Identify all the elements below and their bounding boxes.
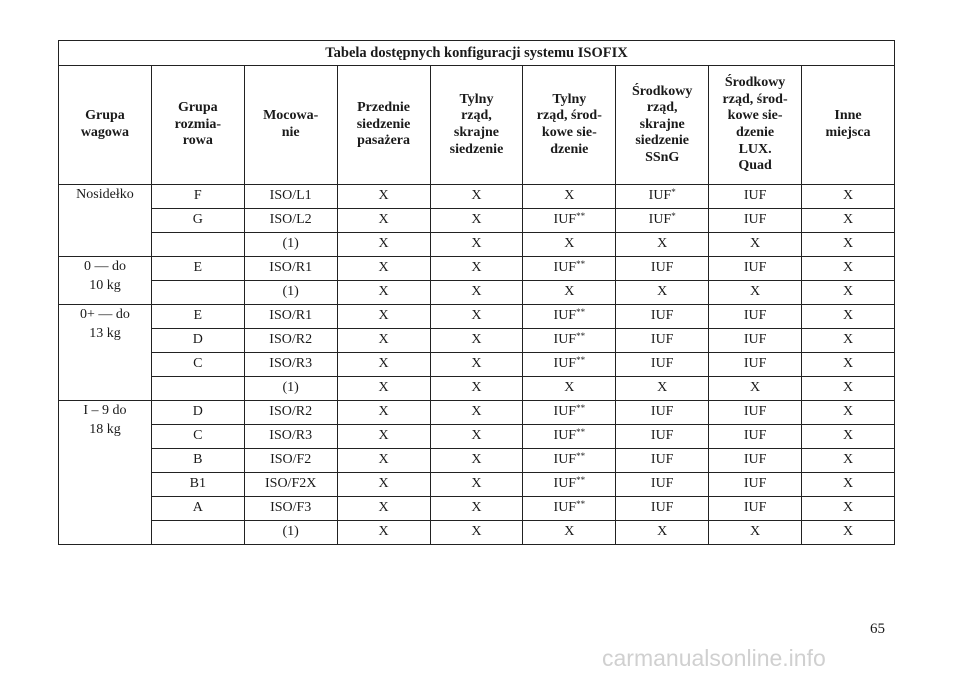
table-cell: X bbox=[337, 377, 430, 401]
table-cell: X bbox=[709, 281, 802, 305]
column-header: Mocowa- nie bbox=[244, 66, 337, 185]
table-cell: IUF bbox=[616, 473, 709, 497]
table-cell: X bbox=[430, 353, 523, 377]
table-cell: IUF** bbox=[523, 473, 616, 497]
table-cell: X bbox=[430, 209, 523, 233]
table-cell: X bbox=[802, 425, 895, 449]
column-header: Grupa wagowa bbox=[59, 66, 152, 185]
table-row bbox=[59, 377, 895, 401]
table-cell bbox=[151, 281, 244, 305]
table-cell: IUF** bbox=[523, 353, 616, 377]
table-row bbox=[59, 209, 895, 233]
table-cell: ISO/R1 bbox=[244, 257, 337, 281]
table-cell: X bbox=[802, 521, 895, 545]
table-cell: X bbox=[337, 449, 430, 473]
table-cell: X bbox=[802, 377, 895, 401]
table-cell: X bbox=[337, 185, 430, 209]
table-cell: X bbox=[802, 209, 895, 233]
table-cell: X bbox=[337, 497, 430, 521]
table-cell: IUF bbox=[709, 305, 802, 329]
table-cell: X bbox=[337, 257, 430, 281]
table-cell: C bbox=[151, 353, 244, 377]
table-row bbox=[59, 401, 895, 425]
table-cell: X bbox=[523, 185, 616, 209]
table-cell: X bbox=[616, 377, 709, 401]
column-header: Inne miejsca bbox=[802, 66, 895, 185]
weight-group-cell: 0 — do 10 kg bbox=[59, 257, 152, 305]
table-cell: ISO/L2 bbox=[244, 209, 337, 233]
table-cell: X bbox=[430, 257, 523, 281]
table-cell: X bbox=[430, 497, 523, 521]
table-cell: X bbox=[616, 233, 709, 257]
table-row bbox=[59, 329, 895, 353]
table-cell: X bbox=[523, 281, 616, 305]
table-cell: IUF bbox=[616, 329, 709, 353]
table-cell: X bbox=[430, 329, 523, 353]
watermark: carmanualsonline.info bbox=[602, 645, 826, 671]
table-row bbox=[59, 233, 895, 257]
table-cell: X bbox=[337, 233, 430, 257]
table-cell: X bbox=[802, 257, 895, 281]
table-cell: X bbox=[337, 401, 430, 425]
table-cell: IUF bbox=[616, 305, 709, 329]
table-cell: X bbox=[616, 521, 709, 545]
table-cell: D bbox=[151, 401, 244, 425]
table-title: Tabela dostępnych konfiguracji systemu ISOFIX bbox=[59, 41, 895, 66]
table-cell: X bbox=[523, 233, 616, 257]
table-cell: F bbox=[151, 185, 244, 209]
table-cell: G bbox=[151, 209, 244, 233]
table-cell: X bbox=[430, 401, 523, 425]
table-cell: (1) bbox=[244, 377, 337, 401]
table-cell: ISO/R3 bbox=[244, 425, 337, 449]
column-header-row bbox=[59, 66, 895, 185]
table-cell: ISO/R2 bbox=[244, 329, 337, 353]
table-cell: X bbox=[802, 305, 895, 329]
table-cell: IUF bbox=[709, 473, 802, 497]
table-cell: IUF bbox=[709, 401, 802, 425]
table-cell: X bbox=[430, 449, 523, 473]
column-header: Przednie siedzenie pasażera bbox=[337, 66, 430, 185]
table-cell bbox=[151, 233, 244, 257]
table-cell: D bbox=[151, 329, 244, 353]
table-cell: X bbox=[802, 497, 895, 521]
table-cell: X bbox=[802, 329, 895, 353]
table-cell: X bbox=[430, 185, 523, 209]
table-row bbox=[59, 353, 895, 377]
column-header: Tylny rząd, skrajne siedzenie bbox=[430, 66, 523, 185]
table-cell: X bbox=[616, 281, 709, 305]
table-cell: IUF bbox=[616, 449, 709, 473]
column-header: Grupa rozmia- rowa bbox=[151, 66, 244, 185]
table-cell: IUF* bbox=[616, 185, 709, 209]
table-cell: X bbox=[802, 185, 895, 209]
table-row bbox=[59, 497, 895, 521]
table-cell: IUF** bbox=[523, 401, 616, 425]
table-cell: X bbox=[802, 449, 895, 473]
table-cell: X bbox=[430, 233, 523, 257]
table-cell: ISO/R3 bbox=[244, 353, 337, 377]
table-cell: (1) bbox=[244, 281, 337, 305]
table-cell: X bbox=[337, 305, 430, 329]
table-cell: X bbox=[430, 521, 523, 545]
table-cell: X bbox=[337, 209, 430, 233]
table-cell: IUF** bbox=[523, 497, 616, 521]
table-cell: X bbox=[709, 521, 802, 545]
table-cell: IUF** bbox=[523, 329, 616, 353]
table-cell: X bbox=[337, 521, 430, 545]
table-cell: IUF** bbox=[523, 209, 616, 233]
table-cell: X bbox=[337, 425, 430, 449]
table-cell: IUF bbox=[709, 185, 802, 209]
table-cell: X bbox=[430, 281, 523, 305]
table-cell: ISO/L1 bbox=[244, 185, 337, 209]
table-cell: IUF bbox=[616, 497, 709, 521]
table-cell bbox=[151, 521, 244, 545]
table-row bbox=[59, 473, 895, 497]
table-cell: X bbox=[802, 233, 895, 257]
table-cell: X bbox=[337, 329, 430, 353]
table-cell: X bbox=[802, 473, 895, 497]
table-cell: (1) bbox=[244, 521, 337, 545]
table-cell: X bbox=[709, 377, 802, 401]
table-cell: IUF bbox=[616, 257, 709, 281]
column-header: Środkowy rząd, skrajne siedzenie SSnG bbox=[616, 66, 709, 185]
table-cell: X bbox=[709, 233, 802, 257]
table-row bbox=[59, 521, 895, 545]
table-cell: C bbox=[151, 425, 244, 449]
table-cell: IUF bbox=[709, 449, 802, 473]
table-cell: X bbox=[802, 353, 895, 377]
weight-group-cell: I – 9 do 18 kg bbox=[59, 401, 152, 545]
table-cell: X bbox=[430, 473, 523, 497]
table-cell: X bbox=[430, 425, 523, 449]
table-body bbox=[59, 185, 895, 545]
table-cell: IUF bbox=[709, 425, 802, 449]
table-cell: IUF** bbox=[523, 305, 616, 329]
table-cell: IUF bbox=[616, 353, 709, 377]
table-cell: B1 bbox=[151, 473, 244, 497]
table-cell: IUF bbox=[709, 353, 802, 377]
table-cell: ISO/F2X bbox=[244, 473, 337, 497]
table-cell: IUF bbox=[616, 425, 709, 449]
table-cell: IUF bbox=[709, 257, 802, 281]
table-cell: X bbox=[337, 473, 430, 497]
weight-group-cell: Nosidełko bbox=[59, 185, 152, 257]
table-cell: IUF bbox=[709, 329, 802, 353]
table-row bbox=[59, 257, 895, 281]
table-cell: IUF** bbox=[523, 449, 616, 473]
table-row bbox=[59, 425, 895, 449]
table-cell: IUF bbox=[616, 401, 709, 425]
table-cell: X bbox=[523, 377, 616, 401]
table-cell: IUF* bbox=[616, 209, 709, 233]
table-cell: X bbox=[430, 377, 523, 401]
table-cell: ISO/F3 bbox=[244, 497, 337, 521]
table-cell bbox=[151, 377, 244, 401]
table-cell: X bbox=[430, 305, 523, 329]
table-cell: ISO/R1 bbox=[244, 305, 337, 329]
table-cell: E bbox=[151, 257, 244, 281]
table-cell: IUF bbox=[709, 497, 802, 521]
table-cell: IUF** bbox=[523, 257, 616, 281]
weight-group-cell: 0+ — do 13 kg bbox=[59, 305, 152, 401]
table-cell: X bbox=[337, 281, 430, 305]
table-cell: X bbox=[802, 281, 895, 305]
table-cell: X bbox=[337, 353, 430, 377]
table-row bbox=[59, 449, 895, 473]
table-cell: ISO/R2 bbox=[244, 401, 337, 425]
table-cell: IUF bbox=[709, 209, 802, 233]
table-row bbox=[59, 281, 895, 305]
table-cell: B bbox=[151, 449, 244, 473]
table-cell: IUF** bbox=[523, 425, 616, 449]
table-row bbox=[59, 305, 895, 329]
column-header: Środkowy rząd, środ- kowe sie- dzenie LUX. Quad bbox=[709, 66, 802, 185]
table-row bbox=[59, 185, 895, 209]
page-number: 65 bbox=[870, 621, 885, 637]
table-cell: E bbox=[151, 305, 244, 329]
table-cell: (1) bbox=[244, 233, 337, 257]
table-cell: X bbox=[523, 521, 616, 545]
table-cell: X bbox=[802, 401, 895, 425]
table-cell: A bbox=[151, 497, 244, 521]
table-cell: ISO/F2 bbox=[244, 449, 337, 473]
column-header: Tylny rząd, środ- kowe sie- dzenie bbox=[523, 66, 616, 185]
isofix-configuration-table bbox=[58, 40, 895, 545]
